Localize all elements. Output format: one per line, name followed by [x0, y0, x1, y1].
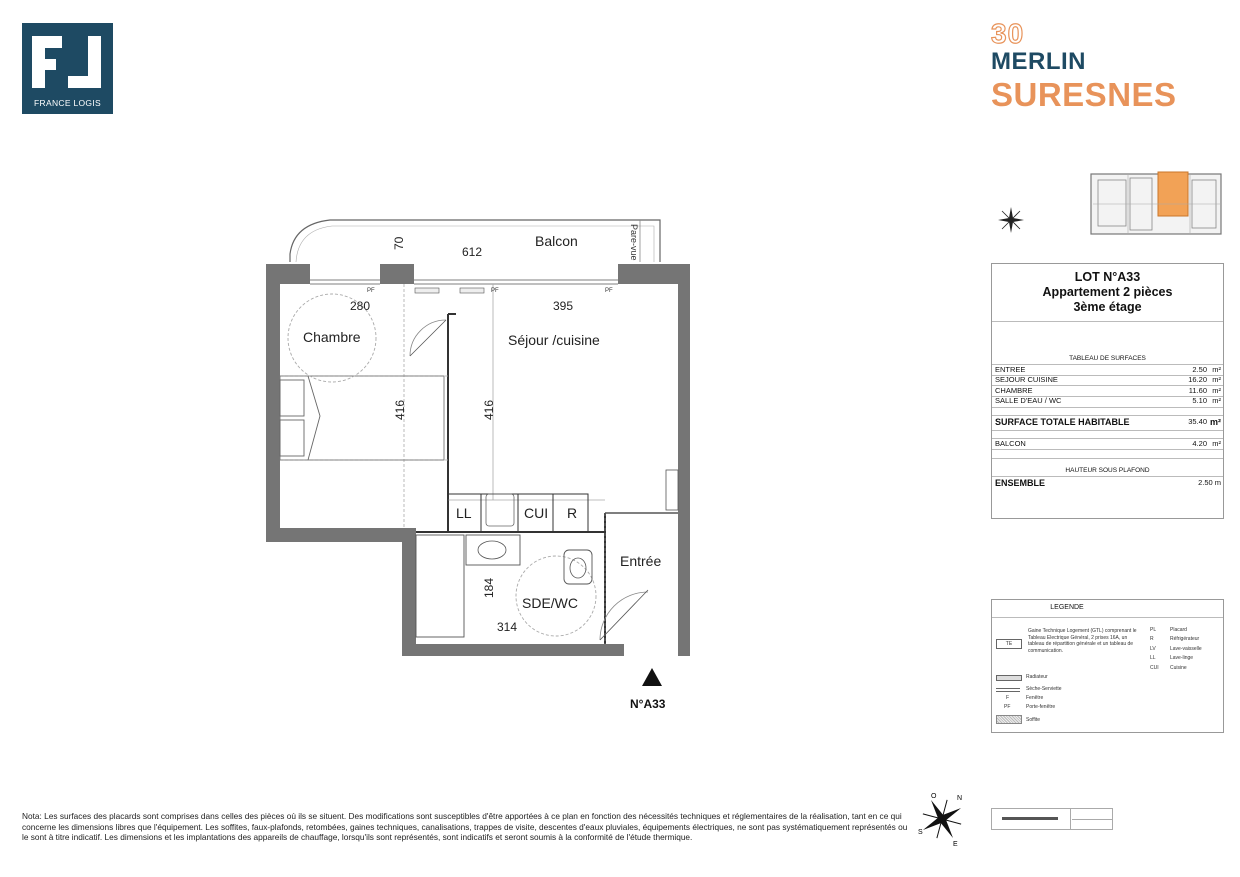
legend-item: Soffite [1026, 717, 1041, 723]
france-logis-logo [22, 23, 113, 114]
abbr-code: CUI [1150, 665, 1159, 671]
logo-text: FRANCE LOGIS [34, 98, 101, 108]
surface-row: CHAMBRE 11.60 m² [995, 386, 1221, 395]
pf-label: PF [605, 288, 613, 294]
surface-total-row: SURFACE TOTALE HABITABLE 35.40 m² [995, 417, 1221, 427]
abbr-text: Réfrigérateur [1170, 636, 1200, 642]
room-label-entree: Entrée [620, 553, 662, 569]
surface-row: SALLE D'EAU / WC 5.10 m² [995, 396, 1221, 405]
key-plan-map [1088, 170, 1224, 238]
towel-dryer-legend-icon [996, 688, 1020, 692]
compass-s: S [918, 829, 923, 836]
lot-type: Appartement 2 pièces [1042, 285, 1173, 299]
abbr-text: Cuisine [1170, 665, 1187, 671]
dim-balcon-depth: 70 [392, 236, 406, 250]
shower-icon [416, 535, 464, 637]
lot-title: LOT N°A33 [1074, 270, 1141, 284]
dim-balcon-width: 612 [462, 245, 483, 259]
surface-row: SEJOUR CUISINE 16.20 m² [995, 375, 1221, 384]
pf-label: PF [491, 288, 499, 294]
abbr-text: Lave-linge [1170, 655, 1194, 661]
dim-sde-depth: 184 [482, 577, 496, 598]
bed [280, 376, 444, 460]
abbr-text: Placard [1170, 627, 1187, 633]
kitchen-r: R [567, 505, 578, 521]
room-label-chambre: Chambre [303, 329, 361, 345]
room-label-sejour: Séjour /cuisine [508, 332, 600, 348]
abbr-code: PL [1150, 627, 1157, 633]
radiator-legend-icon [996, 675, 1022, 681]
balcony-row: BALCON 4.20 m² [995, 439, 1221, 448]
surface-row: ENTREE 2.50 m² [995, 365, 1221, 374]
legend-box [991, 599, 1224, 733]
dim-sejour-depth: 416 [482, 399, 496, 420]
abbr-code: LL [1150, 655, 1156, 661]
room-label-sde: SDE/WC [522, 595, 578, 611]
legend-code: F [1006, 695, 1010, 701]
dim-chambre-width: 280 [350, 299, 371, 313]
toilet-icon [564, 550, 592, 584]
disclaimer-note: Nota: Les surfaces des placards sont comprises dans celles des pièces où ils se situent. Des modifications sont susceptibles d'être apportées à ce plan en fonction des nécessités techniques et réglementaires de la réalisation, tant en ce qui concerne les dimensions libres que l'équipement. Les soffites, faux-plafonds, retombées, gaines techniques, canalisations, trappes de visite, descentes d'eaux pluviales, équipements électriques, ne sont pas systématiquement représentés ou le sont à titre indicatif. Les dimensions et les implantations des appareils de chauffage, lorsqu'ils sont représentés, sont indicatifs et seront soumis à la conformité de l'étude thermique. [22, 811, 908, 842]
washbasin-icon [478, 541, 506, 559]
dim-sde-width: 314 [497, 620, 518, 634]
legend-item: Fenêtre [1026, 695, 1044, 701]
dim-chambre-depth: 416 [393, 399, 407, 420]
kitchen-cui: CUI [524, 505, 549, 521]
radiator-icon [415, 288, 439, 293]
brand-merlin: MERLIN [991, 48, 1086, 75]
height-caption: HAUTEUR SOUS PLAFOND [1065, 467, 1150, 474]
title-block [991, 808, 1113, 830]
brand-number: 30 [991, 18, 1025, 49]
legend-code: TE [996, 639, 1022, 649]
legend-item: Gaine Technique Logement (GTL) comprenant le Tableau Electrique Général, 2 prises 16A, un tableau de répartition générale et un tableau de communication. [1028, 628, 1137, 654]
lot-plan-label: N°A33 [630, 697, 666, 711]
surface-table-caption: TABLEAU DE SURFACES [1069, 355, 1146, 362]
abbr-code: R [1150, 636, 1154, 642]
legend-title: LEGENDE [1050, 604, 1084, 611]
legend-code: PF [1004, 704, 1011, 710]
soffit-legend-icon [996, 715, 1022, 724]
height-row: ENSEMBLE 2.50 m [995, 478, 1221, 488]
radiator-icon [460, 288, 484, 293]
abbr-text: Lave-vaisselle [1170, 646, 1202, 652]
pare-vue-label: Pare-vue [629, 224, 639, 261]
compass-o: O [931, 793, 937, 800]
kitchen-sink-icon [486, 494, 514, 526]
lot-info-box [991, 263, 1224, 519]
floor-plan [260, 210, 700, 670]
legend-item: Radiateur [1026, 674, 1048, 680]
compass-small-icon [996, 205, 1026, 235]
abbr-code: LV [1150, 646, 1156, 652]
legend-item: Sèche-Serviette [1026, 686, 1062, 692]
compass-rose-icon [915, 790, 969, 848]
compass-e: E [953, 841, 958, 848]
lot-header [992, 270, 1223, 315]
legend-item: Porte-fenêtre [1026, 704, 1056, 710]
dim-sejour-width: 395 [553, 299, 574, 313]
kitchen-ll: LL [456, 505, 472, 521]
lot-floor: 3ème étage [1073, 300, 1142, 314]
brand-suresnes: SURESNES [991, 76, 1177, 113]
entrance-arrow-icon [641, 667, 663, 687]
compass-n: N [957, 795, 963, 802]
pf-label: PF [367, 288, 375, 294]
room-label-balcon: Balcon [535, 233, 578, 249]
